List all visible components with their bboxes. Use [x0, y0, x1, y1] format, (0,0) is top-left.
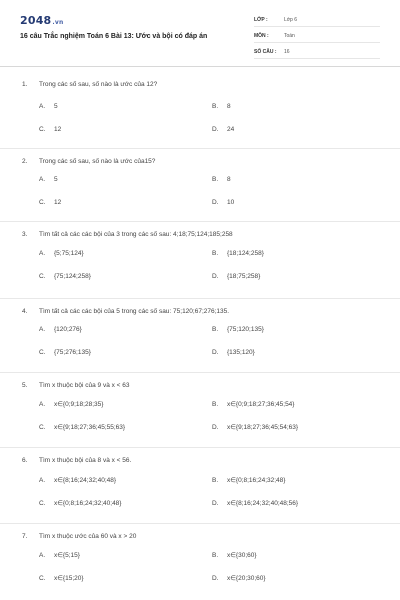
option-text: 5 — [54, 176, 58, 183]
option-a[interactable] — [39, 103, 58, 110]
option-a[interactable] — [39, 400, 103, 408]
option-b[interactable] — [212, 250, 264, 257]
option-c[interactable] — [39, 126, 61, 133]
option-text: 12 — [54, 126, 62, 133]
option-d[interactable] — [212, 126, 234, 133]
option-letter: C. — [39, 575, 46, 582]
meta-value: 16 — [284, 49, 290, 55]
option-letter: A. — [39, 552, 46, 559]
option-a[interactable] — [39, 250, 84, 257]
option-letter: C. — [39, 349, 46, 356]
meta-row-count — [254, 46, 380, 59]
option-text: x∈{0;8;16;24;32;40;48} — [54, 500, 122, 507]
option-a[interactable] — [39, 326, 82, 333]
question-prompt: Tìm x thuộc bội của 9 và x < 63 — [39, 382, 130, 389]
option-letter: D. — [212, 424, 219, 431]
option-text: 24 — [227, 126, 235, 133]
option-text: {75;276;135} — [54, 349, 91, 356]
meta-value: Lớp 6 — [284, 17, 298, 23]
option-a[interactable] — [39, 551, 80, 559]
logo-text: 2048 — [20, 14, 52, 27]
question-text — [22, 533, 136, 540]
question-number: 1. — [22, 81, 28, 88]
question-prompt: Tìm x thuộc ước của 60 và x > 20 — [39, 533, 137, 540]
option-d[interactable] — [212, 273, 260, 280]
option-letter: D. — [212, 199, 219, 206]
option-text: x∈{0;8;16;24;32;48} — [227, 477, 286, 484]
option-text: x∈{9;18;27;36;45;54;63} — [227, 424, 299, 431]
option-letter: C. — [39, 424, 46, 431]
meta-key: LỚP : — [254, 17, 268, 23]
option-letter: D. — [212, 273, 219, 280]
option-text: 10 — [227, 199, 235, 206]
option-letter: B. — [212, 250, 219, 257]
logo-suffix: .vn — [52, 19, 64, 26]
option-letter: A. — [39, 103, 46, 110]
option-letter: A. — [39, 401, 46, 408]
meta-value: Toán — [284, 33, 295, 39]
option-text: x∈{15;20} — [54, 575, 84, 582]
option-text: 8 — [227, 103, 231, 110]
question-number: 7. — [22, 533, 28, 540]
option-d[interactable] — [212, 499, 298, 507]
question-text — [22, 382, 130, 389]
option-text: x∈{0;9;18;27;36;45;54} — [227, 401, 295, 408]
question-number: 6. — [22, 457, 28, 464]
question-item — [0, 524, 400, 594]
option-c[interactable] — [39, 499, 121, 507]
question-item — [0, 149, 400, 222]
question-text — [22, 231, 233, 238]
option-text: {75;124;258} — [54, 273, 91, 280]
question-prompt: Trong các số sau, số nào là ước của 12? — [39, 81, 158, 88]
option-text: {120;276} — [54, 326, 82, 333]
option-text: {18;124;258} — [227, 250, 264, 257]
question-prompt: Trong các số sau, số nào là ước của15? — [39, 158, 156, 165]
question-number: 4. — [22, 308, 28, 315]
option-letter: A. — [39, 326, 46, 333]
question-text — [22, 81, 157, 88]
option-text: 12 — [54, 199, 62, 206]
option-b[interactable] — [212, 326, 264, 333]
option-b[interactable] — [212, 551, 257, 559]
meta-key: MÔN : — [254, 33, 269, 39]
meta-key: SỐ CÂU : — [254, 49, 277, 55]
meta-info — [254, 14, 380, 62]
option-letter: B. — [212, 552, 219, 559]
option-a[interactable] — [39, 476, 116, 484]
page-header — [0, 0, 400, 67]
option-letter: C. — [39, 199, 46, 206]
option-letter: D. — [212, 126, 219, 133]
option-text: x∈{8;16;24;32;40;48} — [54, 477, 117, 484]
question-number: 5. — [22, 382, 28, 389]
option-a[interactable] — [39, 176, 58, 183]
option-b[interactable] — [212, 103, 231, 110]
question-number: 2. — [22, 158, 28, 165]
option-d[interactable] — [212, 574, 266, 582]
option-d[interactable] — [212, 423, 298, 431]
question-list — [0, 72, 400, 594]
question-item — [0, 299, 400, 373]
question-number: 3. — [22, 231, 28, 238]
option-text: x∈{9;18;27;36;45;55;63} — [54, 424, 126, 431]
document-title: 16 câu Trắc nghiệm Toán 6 Bài 13: Ước và bội có đáp án — [20, 33, 208, 40]
option-letter: D. — [212, 575, 219, 582]
option-text: x∈{8;16;24;32;40;48;56} — [227, 500, 299, 507]
option-b[interactable] — [212, 476, 285, 484]
option-c[interactable] — [39, 349, 91, 356]
option-letter: B. — [212, 401, 219, 408]
option-letter: B. — [212, 326, 219, 333]
option-text: 5 — [54, 103, 58, 110]
option-text: x∈{0;9;18;28;35} — [54, 401, 104, 408]
option-d[interactable] — [212, 199, 234, 206]
option-letter: B. — [212, 103, 219, 110]
option-letter: A. — [39, 176, 46, 183]
meta-row-subject — [254, 30, 380, 43]
question-prompt: Tìm tất cả các các bội của 3 trong các số sau: 4;18;75;124;185;258 — [39, 231, 233, 238]
option-c[interactable] — [39, 199, 61, 206]
question-item — [0, 448, 400, 524]
option-c[interactable] — [39, 423, 125, 431]
option-text: {75;120;135} — [227, 326, 264, 333]
question-item — [0, 222, 400, 299]
meta-row-class — [254, 14, 380, 27]
option-letter: C. — [39, 126, 46, 133]
option-text: {5;75;124} — [54, 250, 84, 257]
question-item — [0, 72, 400, 149]
option-letter: C. — [39, 273, 46, 280]
option-c[interactable] — [39, 574, 84, 582]
option-letter: A. — [39, 477, 46, 484]
option-text: {135;120} — [227, 349, 255, 356]
option-letter: B. — [212, 176, 219, 183]
question-prompt: Tìm tất cả các các bội của 5 trong các số sau: 75;120;67;276;135. — [39, 308, 230, 315]
option-b[interactable] — [212, 400, 294, 408]
option-letter: C. — [39, 500, 46, 507]
option-text: {18;75;258} — [227, 273, 261, 280]
option-text: x∈{5;15} — [54, 552, 80, 559]
option-c[interactable] — [39, 273, 91, 280]
option-letter: D. — [212, 349, 219, 356]
question-item — [0, 373, 400, 448]
option-text: x∈{30;60} — [227, 552, 257, 559]
option-text: x∈{20;30;60} — [227, 575, 266, 582]
question-text — [22, 308, 229, 315]
question-prompt: Tìm x thuộc bội của 8 và x < 56. — [39, 457, 132, 464]
site-logo[interactable] — [20, 14, 63, 27]
option-b[interactable] — [212, 176, 231, 183]
option-letter: D. — [212, 500, 219, 507]
question-text — [22, 457, 131, 464]
option-letter: B. — [212, 477, 219, 484]
question-text — [22, 158, 155, 165]
option-d[interactable] — [212, 349, 255, 356]
option-text: 8 — [227, 176, 231, 183]
option-letter: A. — [39, 250, 46, 257]
